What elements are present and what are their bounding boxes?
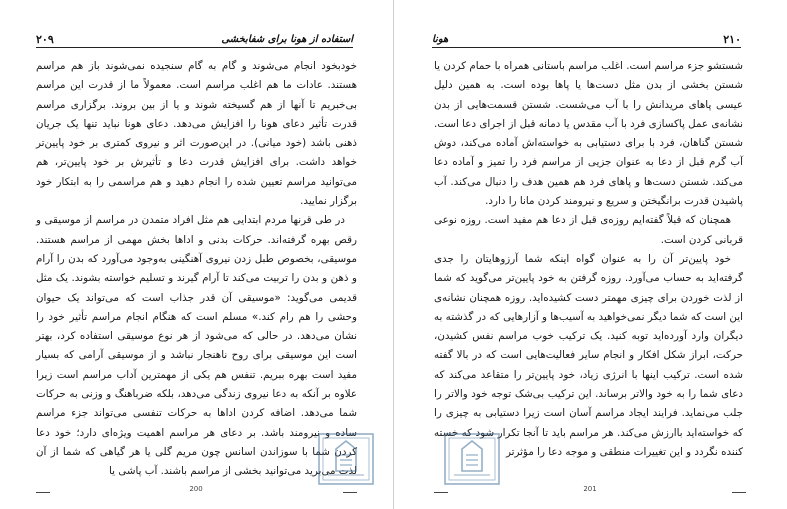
running-title: هونا [432, 34, 449, 45]
paragraph: خود پایین‌تر آن را به عنوان گواه اینکه شما آرزوهایتان را جدی گرفته‌اید به حساب می‌آورد. روزه گرفتن به خود پایین‌تر می‌گوید که شما از لذت خوردن برای چیزی مهمتر دست کشیده‌اید. روزه همچنان نشانه‌ی این است که شما دیگر نمی‌خواهید به آسیب‌ها و آزارهایی که در گذشته به دیگران وارد آورده‌اید توبه کنید. یک ترکیب خوب مراسم نفس کشیدن، حرکت، ابراز شکل افکار و انجام سایر فعالیت‌هایی است که در بالا گفته شده است. ترکیب اینها با انرژی زیاد، خود پایین‌تر را متقاعد می‌کند که دعای شما را به خود والاتر برساند. این ترکیب بی‌شک توجه خود والاتر را جلب می‌نماید. فرایند ایجاد مراسم آسان است زیرا دستیابی به چیزی را که خواسته‌اید باارزش می‌کند. هر مراسم باید تا آنجا تکرار شود که خسته کننده نگردد و این تغییرات منطقی و موجه دعا را مؤثرتر [434, 252, 743, 458]
header-page-number: ۲۱۰ [723, 33, 741, 46]
footer-rule [732, 492, 746, 493]
footer-rule [434, 492, 448, 493]
left-page [0, 0, 393, 509]
page-header [432, 33, 741, 48]
header-page-number: ۲۰۹ [36, 33, 54, 46]
paragraph: همچنان که قبلاً گفته‌ایم روزه‌ی قبل از دعا هم مفید است. روزه نوعی قربانی کردن است. [434, 214, 743, 246]
right-page [394, 0, 787, 509]
footer-rule [36, 492, 50, 493]
paragraph: در طی قرنها مردم ابتدایی هم مثل افراد متمدن در مراسم از موسیقی و رقص بهره گرفته‌اند. حرکات بدنی و اداها بخش مهمی از مراسم هستند. موسیقی، بخصوص طبل زدن نیروی آهنگینی به‌وجود می‌آورد که بدن را آرام و ذهن و بدن را تربیت می‌کند تا آرام گیرند و تسلیم خواسته بشوند. یک مثل قدیمی می‌گوید: «موسیقی آن قدر جذاب است که می‌تواند یک حیوان وحشی را هم رام کند.» مسلم است که هنگام انجام مراسم تأثیر خود را نشان می‌دهد. در حالی که می‌شود از هر نوع موسیقی استفاده کرد، بهتر است این موسیقی برای روح ناهنجار نباشد و از موسیقی آرامی که بسیار مفید است بهره ببریم. تنفس هم یکی از مهمترین آداب مراسم است زیرا علاوه بر آنکه به دعا نیروی زندگی می‌دهد، بلکه ضرباهنگ و وزنی به حرکات شما می‌دهد. اضافه کردن اداها به حرکات تنفسی می‌تواند جزء مراسم ساده و نیرومند باشد. بر دعای هر مراسم اهمیت ویژه‌ای دارد؛ خود دعا کردن شما با سوزاندن اسانس چون مریم گلی یا هر گیاهی که شما از آن لذت می‌برید می‌توانید بخشی از مراسم باشند. آب پاشی یا [36, 214, 357, 478]
body-text [434, 57, 743, 462]
paragraph: شستشو جزء مراسم است. اغلب مراسم باستانی همراه با حمام کردن یا شستن بخشی از بدن مثل دست‌ها یا پاها بوده است. به همین دلیل عیسی پاهای مریدانش را با آب می‌شست. شستن قسمت‌هایی از بدن نشانه‌ی عمل پاکسازی فرد با آب مقدس یا دمانه قبل از اجرای دعا است. شستن گناهان، فرد با برای دستیابی به خواسته‌اش آماده می‌کند، دوش آب گرم قبل از دعا به عنوان جزیی از مراسم فرد را تمیز و آماده دعا می‌کند. شستن دست‌ها و پاهای فرد هم همین هدف را دنبال می‌کند. آب پاشیدن قدرت برانگیختن و سریع و نیرومند کردن مانا را دارد. [434, 60, 743, 208]
page-header [36, 33, 353, 48]
footer-page-number: 201 [583, 485, 597, 493]
paragraph: خودبخود انجام می‌شوند و گام به گام سنجیده نمی‌شوند باز هم مراسم هستند. عادات ما هم اغلب مراسم است. معمولاً ما از قدرت این مراسم بی‌خبریم تا آنها از هم گسیخته شوند و یا از بین بروند. برگزاری مراسم قدرت تأثیر دعای هونا را افزایش می‌دهد. دعای هونا نباید تنها یک جریان ذهنی باشد (خود میانی). در این‌صورت اثر و نیروی کمتری بر خود پایین‌تر خواهد داشت. برای افزایش قدرت دعا و تأثیرش بر خود پایین‌تر، هم می‌توانید مراسم تعیین شده را انجام دهید و هم مراسمی را به ابتکار خود برگزار نمایید. [36, 60, 357, 208]
library-seal-icon [316, 431, 376, 487]
footer-rule [343, 492, 357, 493]
body-text [36, 57, 357, 482]
running-title: استفاده از هونا برای شفابخشی [221, 34, 353, 45]
footer-page-number: 200 [189, 485, 203, 493]
page-footer [0, 485, 393, 499]
page-footer [394, 485, 787, 499]
library-seal-icon [442, 431, 502, 487]
